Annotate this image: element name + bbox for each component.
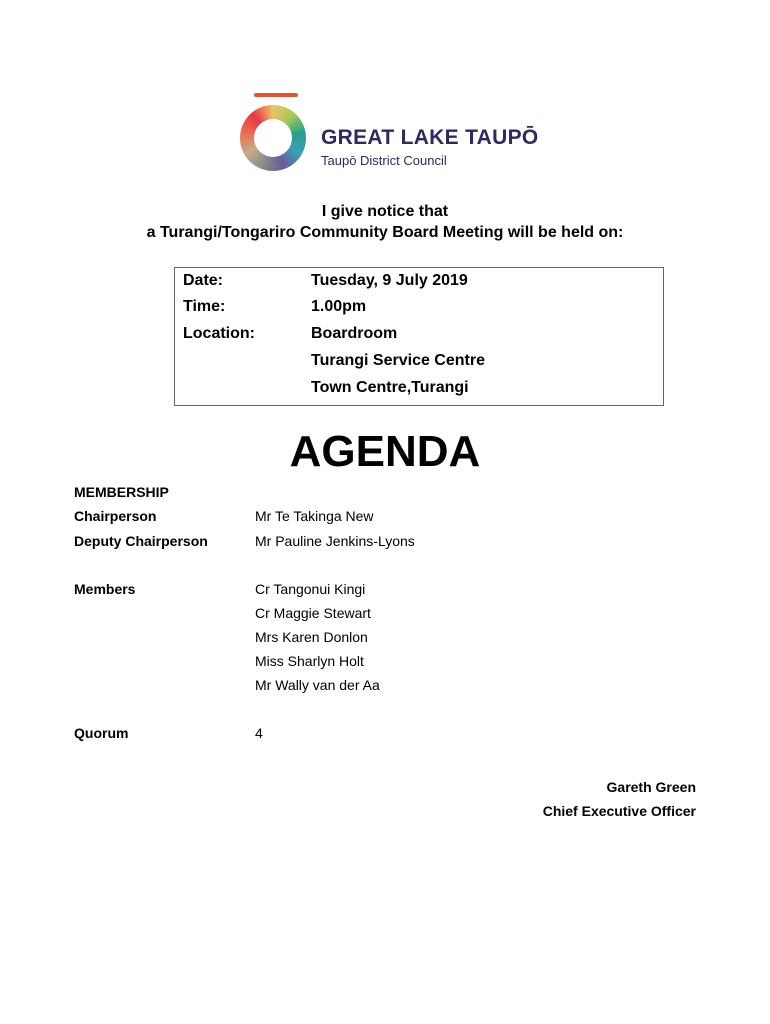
members-label: Members <box>74 581 136 597</box>
logo-macron <box>254 93 298 97</box>
logo-subtitle: Taupō District Council <box>321 153 447 168</box>
quorum-value: 4 <box>255 725 263 741</box>
location-value-2: Turangi Service Centre <box>311 352 485 369</box>
member: Cr Maggie Stewart <box>255 605 371 621</box>
meeting-details-box <box>174 267 664 406</box>
signatory-title: Chief Executive Officer <box>542 803 696 819</box>
location-value-3: Town Centre,Turangi <box>311 379 469 396</box>
location-value-1: Boardroom <box>311 325 398 342</box>
date-value: Tuesday, 9 July 2019 <box>311 272 468 289</box>
chair-value: Mr Te Takinga New <box>255 508 374 524</box>
deputy-label: Deputy Chairperson <box>74 533 208 549</box>
member: Mr Wally van der Aa <box>255 677 380 693</box>
signatory-name: Gareth Green <box>606 779 696 795</box>
quorum-label: Quorum <box>74 725 129 741</box>
member: Miss Sharlyn Holt <box>255 653 364 669</box>
notice-line-2: a Turangi/Tongariro Community Board Meeting will be held on: <box>146 224 624 241</box>
deputy-value: Mr Pauline Jenkins-Lyons <box>255 533 415 549</box>
member: Mrs Karen Donlon <box>255 629 368 645</box>
membership-heading: MEMBERSHIP <box>74 484 169 500</box>
member: Cr Tangonui Kingi <box>255 581 366 597</box>
date-label: Date: <box>183 272 224 289</box>
time-value: 1.00pm <box>311 298 367 315</box>
agenda-heading: AGENDA <box>289 427 481 476</box>
logo-title: GREAT LAKE TAUPŌ <box>321 126 539 149</box>
notice-line-1: I give notice that <box>321 203 449 220</box>
logo-ring-icon <box>240 105 306 171</box>
location-label: Location: <box>183 325 255 342</box>
time-label: Time: <box>183 298 226 315</box>
chair-label: Chairperson <box>74 508 157 524</box>
